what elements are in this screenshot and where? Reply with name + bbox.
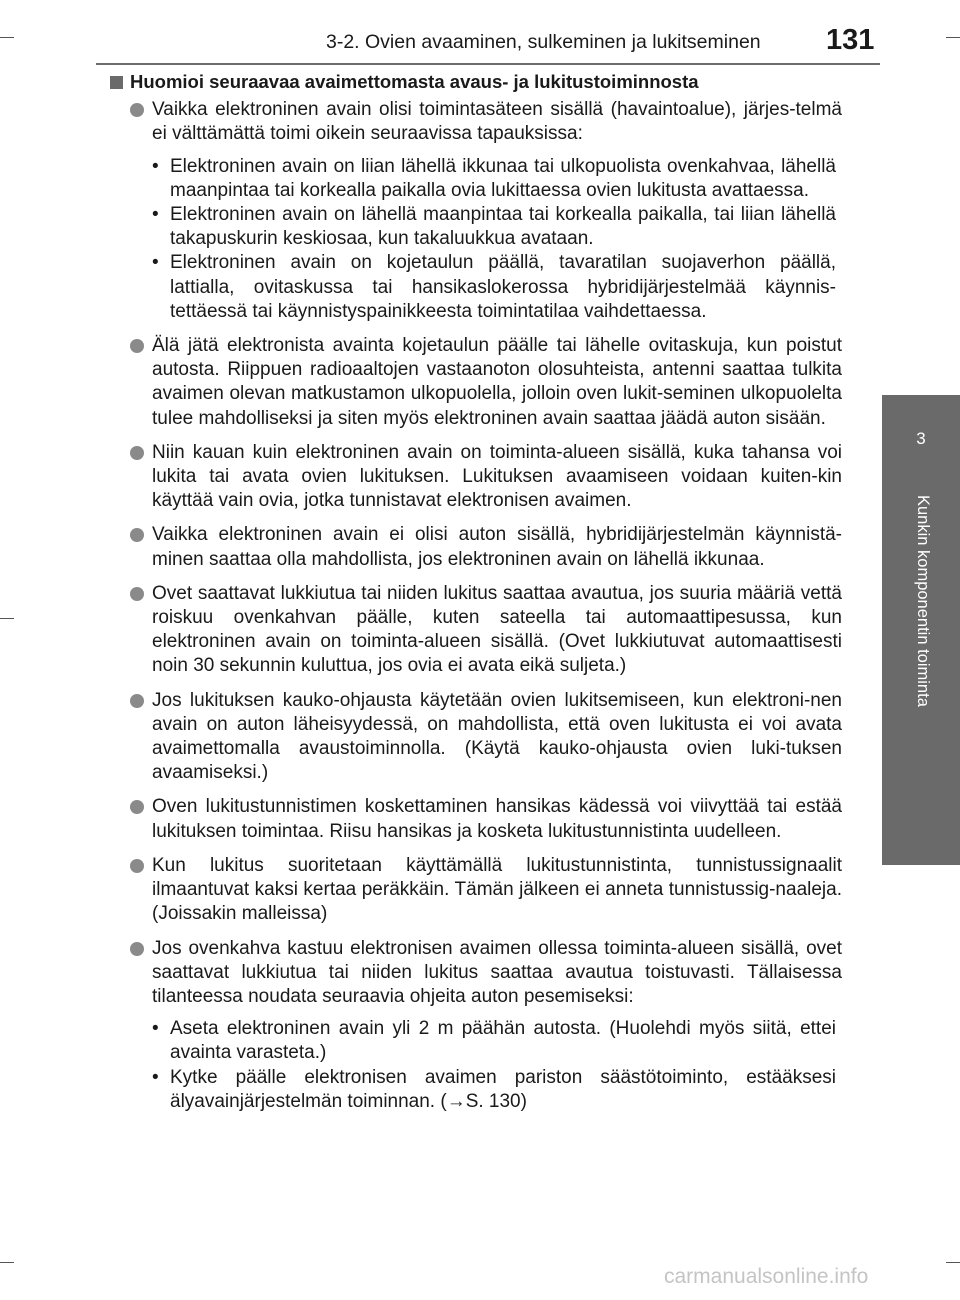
round-bullet-icon: [130, 694, 144, 708]
round-bullet-icon: [130, 587, 144, 601]
dot-bullet-icon: •: [152, 252, 159, 274]
header-divider: [96, 63, 880, 65]
list-item-text: Älä jätä elektronista avainta kojetaulun päälle tai lähelle ovitaskuja, kun poistut autosta. Riippuen radioaaltojen vastaanoton olosuhteista, antenni saattaa tulkita avaimen olevan matkustamon ulkopuolella, jolloin oven lukit-seminen ulkopuolelta tulee mahdolliseksi ja siten myös elektroninen avain saattaa jäädä auton sisään.: [152, 335, 842, 429]
sub-list-item: [152, 1017, 836, 1065]
chapter-title: 3-2. Ovien avaaminen, sulkeminen ja lukitseminen: [326, 31, 761, 53]
round-bullet-icon: [130, 942, 144, 956]
list-item: [110, 795, 842, 843]
list-item: [110, 441, 842, 514]
list-item: [110, 937, 842, 1114]
list-item: [110, 689, 842, 786]
crop-mark: [0, 618, 14, 619]
round-bullet-icon: [130, 859, 144, 873]
section-heading-text: Huomioi seuraavaa avaimettomasta avaus- ja lukitustoiminnosta: [130, 71, 699, 92]
sub-list-item-text: Elektroninen avain on lähellä maanpintaa tai korkealla paikalla, tai liian lähellä takapuskurin keskiosaa, kun takaluukkua avataan.: [170, 204, 836, 250]
sub-list: [152, 155, 842, 324]
square-bullet-icon: [110, 76, 123, 89]
crop-mark: [0, 1262, 14, 1263]
list-item: [110, 854, 842, 927]
chapter-side-tab: [882, 395, 960, 865]
list-item-text: Jos ovenkahva kastuu elektronisen avaimen ollessa toiminta-alueen sisällä, ovet saattavat lukkiutua tai niiden lukitus saattaa avautua toistuvasti. Tällaisessa tilanteessa noudata seuraavia ohjeita auton pesemiseksi:: [152, 937, 842, 1007]
watermark-logo: carmanualsonline.info: [664, 1265, 869, 1288]
crop-mark: [946, 1262, 960, 1263]
dot-bullet-icon: •: [152, 1066, 159, 1088]
sub-list-item: [152, 1066, 836, 1114]
round-bullet-icon: [130, 528, 144, 542]
list-item-text: Kun lukitus suoritetaan käyttämällä lukitustunnistinta, tunnistussignaalit ilmaantuvat kaksi kertaa peräkkäin. Tämän jälkeen ei anneta tunnistussig-naaleja. (Joissakin malleissa): [152, 854, 842, 925]
dot-bullet-icon: •: [152, 204, 159, 226]
sub-list: [152, 1017, 842, 1114]
list-item-text: Vaikka elektroninen avain olisi toimintasäteen sisällä (havaintoalue), järjes-telmä ei välttämättä toimi oikein seuraavissa tapauksissa:: [152, 99, 842, 145]
dot-bullet-icon: •: [152, 1018, 159, 1040]
round-bullet-icon: [130, 339, 144, 353]
list-item-text: Jos lukituksen kauko-ohjausta käytetään ovien lukitsemiseen, kun elektroni-nen avain on auton läheisyydessä, on mahdollista, että oven lukitusta ei voi avata avaimettomalla avaustoiminnolla. (Käytä kauko-ohjausta ovien luki-tuksen avaamiseksi.): [152, 689, 842, 784]
sub-list-item: [152, 203, 836, 251]
side-tab-number: 3: [916, 429, 926, 448]
page-number: 131: [826, 24, 875, 56]
side-tab-label: Kunkin komponentin toiminta: [914, 495, 932, 707]
round-bullet-icon: [130, 103, 144, 117]
list-item-text: Ovet saattavat lukkiutua tai niiden lukitus saattaa avautua, jos suuria määriä vettä roiskuu ovenkahvan päälle, kuten sateella tai automaattipesussa, kun elektroninen avain on toiminta-alueen sisällä. (Ovet lukkiutuvat automaattisesti noin 30 sekunnin kuluttua, jos ovia ei avata eikä suljeta.): [152, 582, 842, 677]
list-item-text: Oven lukitustunnistimen koskettaminen hansikas kädessä voi viivyttää tai estää lukituksen toimintaa. Riisu hansikas ja kosketa lukitustunnistinta uudelleen.: [152, 796, 842, 842]
dot-bullet-icon: •: [152, 155, 159, 177]
crop-mark: [946, 37, 960, 38]
list-item: [110, 334, 842, 431]
list-item-text: Niin kauan kuin elektroninen avain on toiminta-alueen sisällä, kuka tahansa voi lukita tai avata ovien lukituksen. Lukituksen avaamiseen voidaan kuiten-kin käyttää vain ovia, jotka tunnistavat elektronisen avaimen.: [152, 441, 842, 512]
list-item: [110, 523, 842, 571]
section-heading: [110, 70, 842, 94]
sub-list-item-text: Elektroninen avain on kojetaulun päällä, tavaratilan suojaverhon päällä, lattialla, ovitaskussa tai hansikaslokerossa hybridijärjestelmää käynnis-tettäessä tai käynnistyspainikkeesta toimintatilaa vaihdettaessa.: [170, 252, 836, 322]
round-bullet-icon: [130, 446, 144, 460]
sub-list-item: [152, 155, 836, 203]
page-header: [0, 0, 960, 60]
list-item: [110, 582, 842, 679]
list-item: [110, 98, 842, 324]
main-content: [110, 70, 842, 1124]
round-bullet-icon: [130, 800, 144, 814]
sub-list-item-text: Elektroninen avain on liian lähellä ikkunaa tai ulkopuolista ovenkahvaa, lähellä maanpintaa tai korkealla paikalla ovia lukittaessa ovien lukitusta avattaessa.: [170, 155, 836, 201]
sub-list-item: [152, 251, 836, 324]
sub-list-item-text: Aseta elektroninen avain yli 2 m päähän autosta. (Huolehdi myös siitä, ettei avainta varasteta.): [170, 1018, 836, 1064]
list-item-text: Vaikka elektroninen avain ei olisi auton sisällä, hybridijärjestelmän käynnistä-minen saattaa olla mahdollista, jos elektroninen avain on lähellä ikkunaa.: [152, 524, 842, 570]
sub-list-item-text: Kytke päälle elektronisen avaimen pariston säästötoiminto, estääksesi älyavainjärjestelmän toiminnan. (→S. 130): [170, 1066, 836, 1112]
crop-mark: [0, 37, 14, 38]
